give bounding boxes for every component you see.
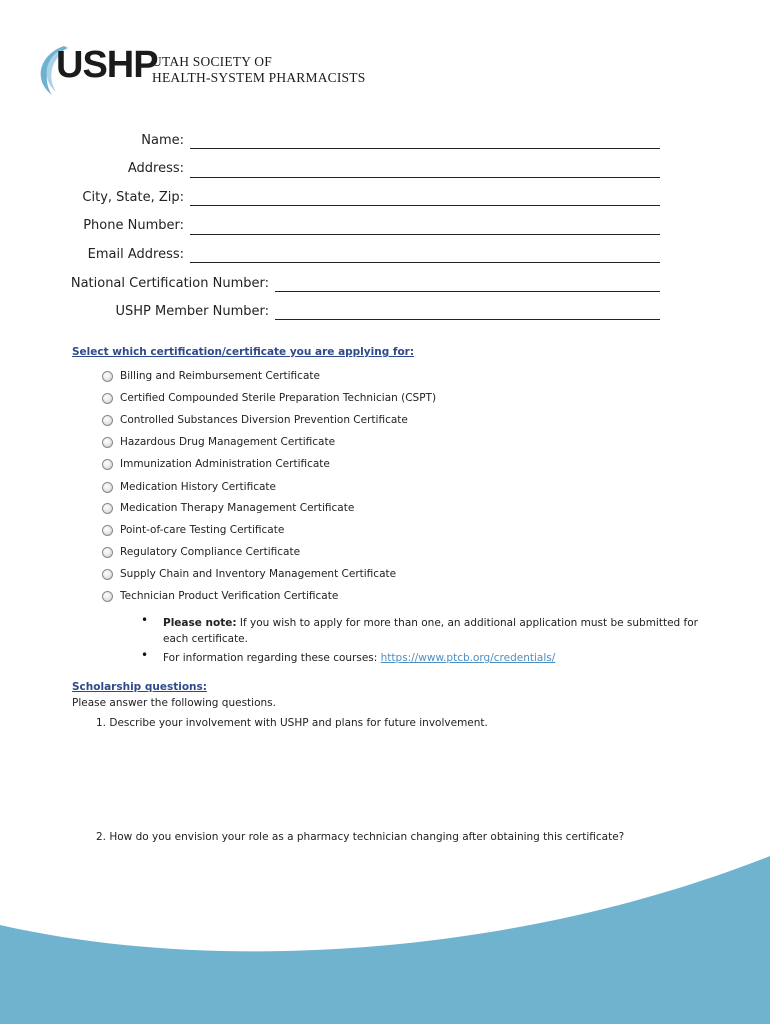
radio-icon[interactable]: [102, 371, 113, 382]
cert-option-med-history[interactable]: [102, 479, 276, 495]
radio-icon[interactable]: [102, 547, 113, 558]
cert-option-label: Technician Product Verification Certificate: [120, 590, 339, 602]
logo-organization-name: [152, 54, 365, 86]
logo-mark: USHP: [56, 44, 158, 86]
radio-icon[interactable]: [102, 437, 113, 448]
cert-option-regulatory[interactable]: [102, 544, 300, 560]
apply-note: [163, 615, 703, 647]
address-input[interactable]: [190, 177, 660, 178]
bullet-icon: •: [141, 648, 149, 662]
cert-option-label: Immunization Administration Certificate: [120, 458, 330, 470]
cert-option-immunization[interactable]: [102, 456, 330, 472]
cert-option-billing[interactable]: [102, 368, 320, 384]
cert-option-label: Regulatory Compliance Certificate: [120, 546, 301, 558]
info-text: For information regarding these courses:: [163, 652, 381, 664]
radio-icon[interactable]: [102, 415, 113, 426]
ushp-logo: [34, 40, 366, 102]
city-state-zip-input[interactable]: [190, 205, 660, 206]
ptcb-credentials-link[interactable]: https://www.ptcb.org/credentials/: [380, 652, 556, 664]
cert-option-label: Medication History Certificate: [120, 481, 276, 493]
scholarship-heading: Scholarship questions:: [72, 681, 207, 693]
cert-option-label: Controlled Substances Diversion Prevention Certificate: [120, 414, 408, 426]
member-number-label: USHP Member Number:: [115, 304, 269, 319]
radio-icon[interactable]: [102, 459, 113, 470]
radio-icon[interactable]: [102, 482, 113, 493]
question-1: 1. Describe your involvement with USHP and plans for future involvement.: [96, 717, 488, 729]
email-label: Email Address:: [87, 247, 184, 262]
cert-option-diversion[interactable]: [102, 412, 408, 428]
address-label: Address:: [127, 161, 184, 176]
scholarship-intro: Please answer the following questions.: [72, 697, 276, 709]
cert-option-label: Point-of-care Testing Certificate: [120, 524, 285, 536]
radio-icon[interactable]: [102, 393, 113, 404]
cert-option-mtm[interactable]: [102, 500, 354, 516]
cert-option-poct[interactable]: [102, 522, 284, 538]
cert-option-cspt[interactable]: [102, 390, 436, 406]
name-label: Name:: [141, 133, 184, 148]
city-state-zip-label: City, State, Zip:: [82, 190, 184, 205]
radio-icon[interactable]: [102, 503, 113, 514]
phone-label: Phone Number:: [83, 218, 184, 233]
national-cert-number-input[interactable]: [275, 291, 660, 292]
note-text: If you wish to apply for more than one, an additional application must be submitted for each certificate.: [163, 617, 698, 645]
cert-option-label: Medication Therapy Management Certificate: [120, 502, 355, 514]
bullet-icon: •: [141, 613, 149, 627]
cert-option-label: Billing and Reimbursement Certificate: [120, 370, 320, 382]
note-bold: Please note:: [163, 617, 237, 629]
member-number-input[interactable]: [275, 319, 660, 320]
radio-icon[interactable]: [102, 569, 113, 580]
cert-option-label: Hazardous Drug Management Certificate: [120, 436, 336, 448]
cert-option-supply-chain[interactable]: [102, 566, 396, 582]
radio-icon[interactable]: [102, 525, 113, 536]
national-cert-number-label: National Certification Number:: [70, 276, 269, 291]
certification-heading: Select which certification/certificate you are applying for:: [72, 346, 415, 358]
phone-input[interactable]: [190, 234, 660, 235]
cert-option-hazardous[interactable]: [102, 434, 335, 450]
logo-name-line2: HEALTH-SYSTEM PHARMACISTS: [152, 70, 366, 85]
cert-option-label: Supply Chain and Inventory Management Certificate: [120, 568, 397, 580]
name-input[interactable]: [190, 148, 660, 149]
logo-name-line1: UTAH SOCIETY OF: [152, 54, 272, 69]
cert-option-tpv[interactable]: [102, 588, 338, 604]
info-note: [163, 650, 703, 666]
email-input[interactable]: [190, 262, 660, 263]
radio-icon[interactable]: [102, 591, 113, 602]
question-2: 2. How do you envision your role as a pharmacy technician changing after obtaining this certificate?: [96, 831, 625, 843]
cert-option-label: Certified Compounded Sterile Preparation Technician (CSPT): [120, 392, 437, 404]
